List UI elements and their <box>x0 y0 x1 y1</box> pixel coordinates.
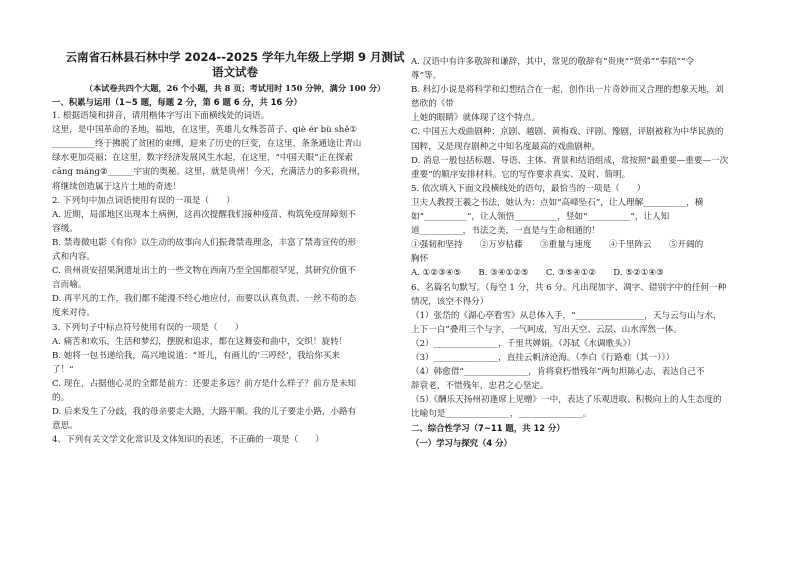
text-line: A. 痛苦和欢乐，生活和梦幻，摆脱和追求，都在这舞姿和曲中，交织！旋转！ <box>52 336 348 347</box>
text-line: A. 近期，局部地区出现本土病例，这再次提醒我们接种疫苗、构筑免疫屏障刻不 <box>52 209 356 220</box>
text-line: 2. 下列句中加点词语使用有误的一项是（ ） <box>52 195 235 206</box>
text-line: cāng máng②______宇宙的奥秘。这里，就是贵州！今天，充满活力的多彩贵州， <box>52 167 366 178</box>
text-line: C. 中国五大戏曲剧种：京剧、越剧、黄梅戏、评剧、豫剧，评剧被称为中华民族的 <box>411 127 724 138</box>
text-line: 慈欣的《带 <box>411 99 454 110</box>
text-line: 重要”的顺序安排材料。它的写作要求真实、及时、简明。 <box>411 169 631 180</box>
text-line: 将继续创造属于这片土地的奇迹！ <box>52 181 181 192</box>
text-line: （4）韩愈借“_______________，肯将衰朽惜残年”两句坦陈心志，表达自己不 <box>411 367 705 378</box>
text-line: A. 汉语中有许多敬辞和谦辞，其中，常见的敬辞有“贵庚”“贤弟”“奉陪”“令 <box>411 57 695 67</box>
text-line: 式和内容。 <box>52 252 95 263</box>
text-line: C. 现在，占据他心灵的全都是前方：还要走多远？前方是什么样子？前方是未知 <box>52 378 356 389</box>
left-text-block <box>52 95 418 447</box>
text-line: 这里，是中国革命的圣地，福地，在这里，英雄儿女殊荟苗子、qiè ér bù shě① <box>52 125 358 136</box>
text-line: D. 再平凡的工作，我们都不能漫不经心地应付，而要以认真负责、一丝不苟的态 <box>52 294 357 305</box>
text-line: 道__________，书法之美，一直是与生命相通的！ <box>411 226 601 237</box>
text-line: 1. 根据语境和拼音，请用楷体字写出下面横线处的词语。 <box>52 111 270 122</box>
text-line: D. 后来发生了分歧，我的母亲要走大路，大路平顺。我的儿子要走小路，小路有 <box>52 407 357 418</box>
text-line: （5）《酬乐天扬州初逢席上见赠》一中，表达了乐观进取、积极向上的人生态度的 <box>411 395 722 406</box>
text-line: __________终于拂脱了贫困的束缚，迎来了历史的巨变，在这里，条条通途让青山 <box>52 139 362 150</box>
text-line: 尊”等。 <box>411 71 442 82</box>
text-line: B. 禁毒微电影《有你》以生动的故事向人们振聋禁毒理念，丰富了禁毒宣传的形 <box>52 237 356 248</box>
text-line: 上下一白”叠用三个与字，一气呵成，写出天空、云层、山水浑然一体。 <box>411 324 682 335</box>
right-column <box>411 55 777 450</box>
text-line: 如“__________”，让人领悟__________，竖如“__________”，让人知 <box>411 212 670 223</box>
text-line: 国粹，又是现存剧种之中知名度最高的戏曲剧种。 <box>411 141 601 152</box>
text-line: 比喻句是_______________，_______________。 <box>411 409 592 420</box>
text-line: （一）学习与探究（4 分） <box>411 437 512 448</box>
text-line: 5. 依次填入下面文段横线处的语句，最恰当的一项是（ ） <box>411 183 646 194</box>
text-line: 绿水更加亮丽；在这里，数字经济发展风生水起，在这里，“中国天眼”正在探索 <box>52 153 353 164</box>
text-line: 上她的眼睛》就体现了这个特点。 <box>411 113 540 124</box>
text-line: 辞衰老，不惜残年，忠君之心坚定。 <box>411 381 549 392</box>
text-line: 意思。 <box>52 421 78 432</box>
text-line: 一、积累与运用（1~5 题，每题 2 分，第 6 题 6 分，共 16 分） <box>52 97 302 107</box>
exam-title: 云南省石林县石林中学 2024--2025 学年九年级上学期 9 月测试 <box>65 50 405 64</box>
text-line: 了！” <box>52 364 74 375</box>
text-line: 情况，该空不得分） <box>411 296 489 307</box>
text-line: 3. 下列句子中标点符号使用有误的一项是（ ） <box>52 322 244 333</box>
text-line: B. 她将一包书递给我，高兴地说道：“哥儿，有画儿的‘三哼经’，我给你买来 <box>52 350 341 361</box>
exam-info: （本试卷共四个大题，26 个小题，共 8 页；考试用时 150 分钟，满分 100 分） <box>84 83 386 93</box>
text-line: 6、名篇名句默写。（每空 1 分，共 6 分。凡出现加字、凋字、错别字中的任何一种 <box>411 282 727 293</box>
text-line: （3）_______________，直挂云帆济沧海。（李白《行路难（其一）》） <box>411 352 675 363</box>
text-line: 度来对待。 <box>52 308 95 319</box>
text-line: 卫夫人教授王羲之书法，她认为：点如“高峰坠石”，让人理解__________，横 <box>411 197 704 208</box>
text-line: 的。 <box>52 392 70 403</box>
text-line: 胸怀 <box>411 254 429 265</box>
left-column <box>52 50 418 447</box>
text-line: 容缓。 <box>52 223 78 234</box>
text-line: 言而喻。 <box>52 280 87 291</box>
text-line: （1）张岱的《湖心亭看雪》从总体入手，“________________，天与云与山与水， <box>411 310 722 321</box>
text-line: B. 科幻小说是将科学和幻想结合在一起，创作出一片奇妙而又合理的想象天地，刘 <box>411 85 724 96</box>
text-line: ①强韧和坚持 ②万岁枯藤 ③重量与速度 ④千里阵云 ⑤开阔的 <box>411 240 704 251</box>
text-line: D. 消息一般包括标题、导语、主体、背景和结语组成，常按照“最重要—重要—一次 <box>411 155 729 166</box>
text-line: （2）_______________，千里共婵娟。（苏轼《水调歌头》） <box>411 338 636 349</box>
exam-subtitle: 语文试卷 <box>212 65 258 79</box>
text-line: 4、下列有关文学文化常识及文体知识的表述，不正确的一项是（ ） <box>52 435 324 446</box>
text-line: C. 贵州贵安招果涧遗址出土的一些文物在西南乃至全国都很罕见，其研究价值不 <box>52 266 356 277</box>
text-line: 二、综合性学习（7~11 题，共 12 分） <box>411 423 565 434</box>
right-text-block <box>411 55 777 450</box>
text-line: A. ①②③④⑤ B. ③④①②⑤ C. ③⑤④①② D. ⑤②①④③ <box>411 268 664 279</box>
